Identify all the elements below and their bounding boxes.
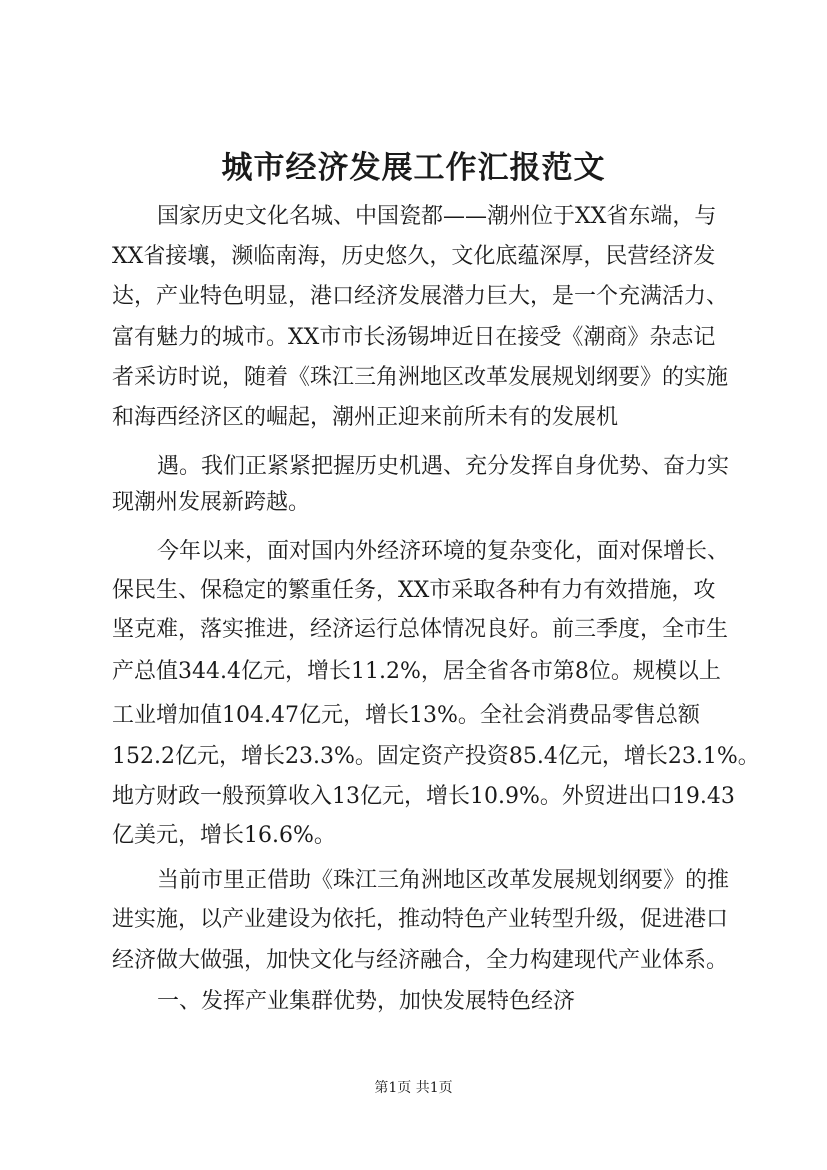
text-line: 地方财政一般预算收入13亿元，增长10.9%。外贸进出口19.43 <box>112 784 735 809</box>
text-line: 遇。我们正紧紧把握历史机遇、充分发挥自身优势、奋力实 <box>157 454 730 479</box>
text-line: 经济做大做强，加快文化与经济融合，全力构建现代产业体系。 <box>112 948 729 973</box>
text-line: 富有魅力的城市。XX市市长汤锡坤近日在接受《潮商》杂志记 <box>112 325 716 350</box>
section-heading: 一、发挥产业集群优势，加快发展特色经济 <box>157 989 576 1014</box>
text-line: 保民生、保稳定的繁重任务，XX市采取各种有力有效措施，攻 <box>112 578 716 603</box>
text-line: 现潮州发展新跨越。 <box>112 490 311 515</box>
text-line: 国家历史文化名城、中国瓷都——潮州位于XX省东端，与 <box>157 204 717 229</box>
text-line: 当前市里正借助《珠江三角洲地区改革发展规划纲要》的推 <box>157 868 730 893</box>
text-line: 者采访时说，随着《珠江三角洲地区改革发展规划纲要》的实施 <box>112 365 729 390</box>
text-line: 进实施，以产业建设为依托，推动特色产业转型升级，促进港口 <box>112 907 729 932</box>
text-line: XX省接壤，濒临南海，历史悠久，文化底蕴深厚，民营经济发 <box>112 244 716 269</box>
text-line: 产总值344.4亿元，增长11.2%，居全省各市第8位。规模以上 <box>112 659 721 684</box>
document-title: 城市经济发展工作汇报范文 <box>221 150 606 186</box>
text-line: 工业增加值104.47亿元，增长13%。全社会消费品零售总额 <box>112 703 700 728</box>
text-line: 亿美元，增长16.6%。 <box>112 823 336 848</box>
text-line: 152.2亿元，增长23.3%。固定资产投资85.4亿元，增长23.1%。 <box>112 744 760 769</box>
text-line: 今年以来，面对国内外经济环境的复杂变化，面对保增长、 <box>157 539 730 564</box>
text-line: 坚克难，落实推进，经济运行总体情况良好。前三季度，全市生 <box>112 617 729 642</box>
text-line: 和海西经济区的崛起，潮州正迎来前所未有的发展机 <box>112 405 619 430</box>
text-line: 达，产业特色明显，港口经济发展潜力巨大，是一个充满活力、 <box>112 284 729 309</box>
page-footer: 第1页 共1页 <box>374 1080 453 1096</box>
